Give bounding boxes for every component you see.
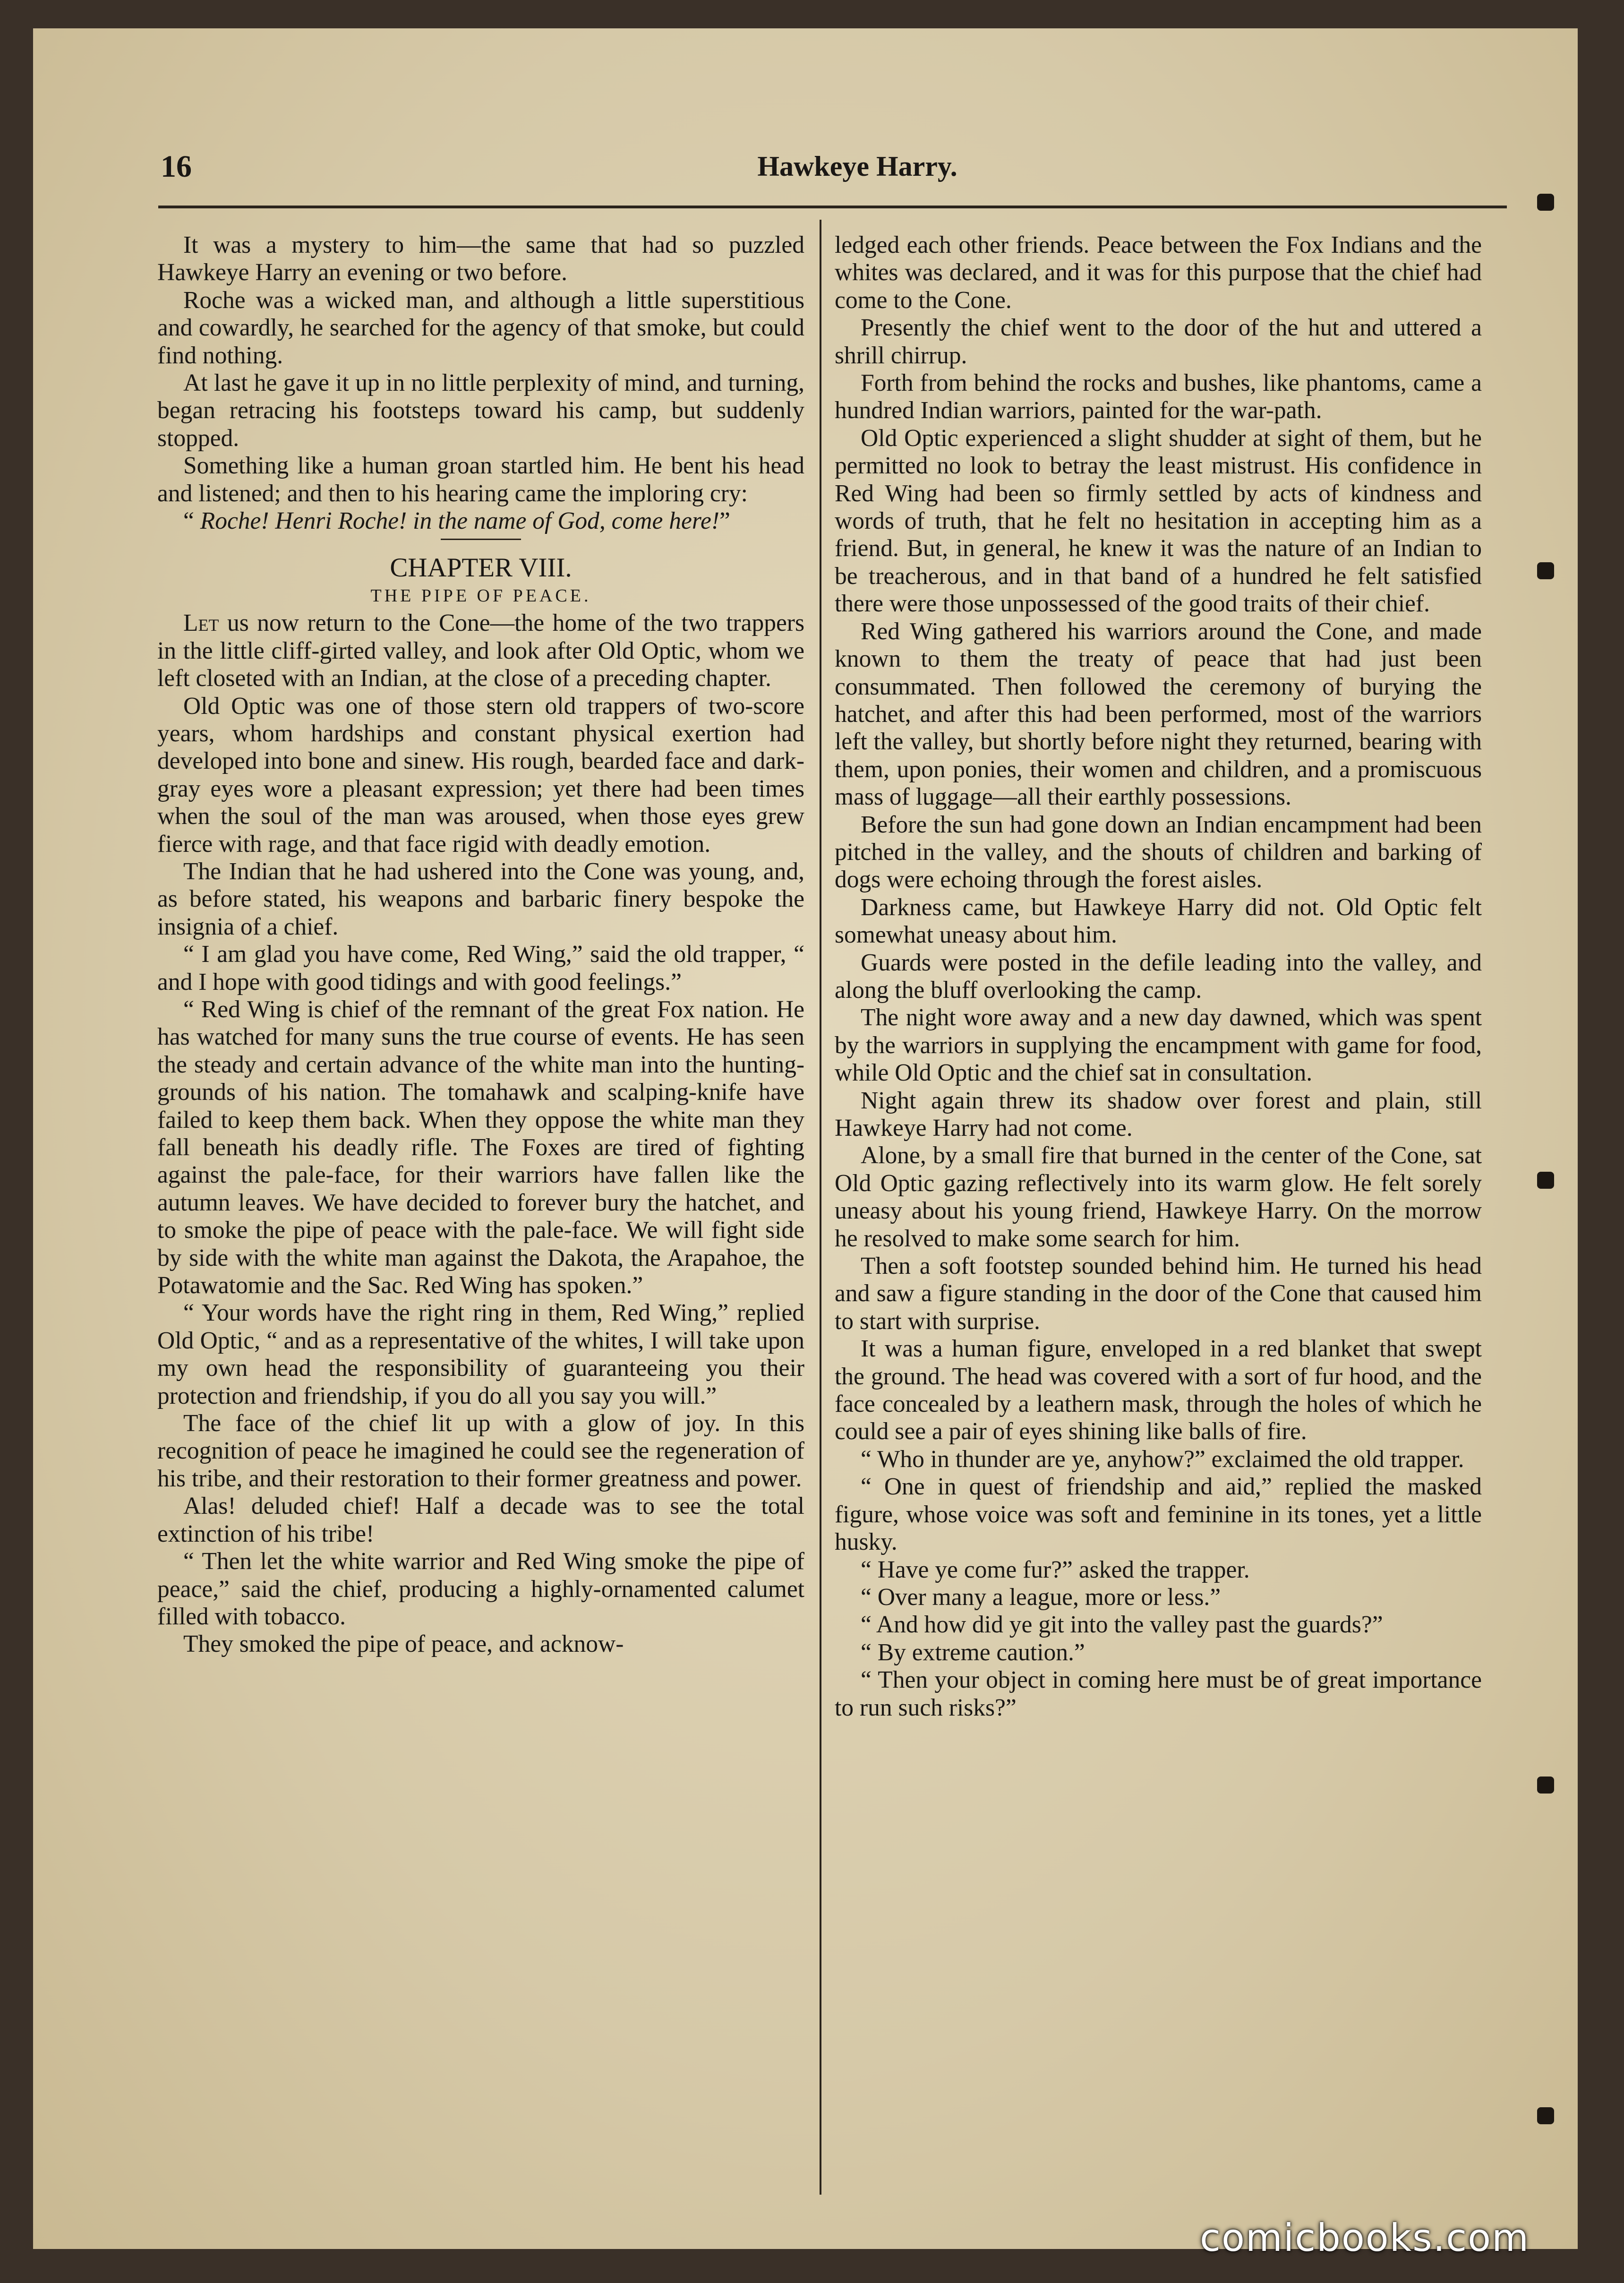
paragraph: At last he gave it up in no little perplexity of mind, and turning, began retracing his footsteps toward his camp, but suddenly stopped.	[157, 369, 804, 452]
paragraph: Night again threw its shadow over forest and plain, still Hawkeye Harry had not come.	[835, 1087, 1482, 1142]
quote-open: “	[183, 507, 200, 535]
paragraph: Alone, by a small fire that burned in the center of the Cone, sat Old Optic gazing reflectively into its warm glow. He felt sorely uneasy about his young friend, Hawkeye Harry. On the morrow he resolved to make some search for him.	[835, 1142, 1482, 1252]
paragraph: “ One in quest of friendship and aid,” replied the masked figure, whose voice was soft and feminine in its tones, yet a little husky.	[835, 1473, 1482, 1556]
paragraph: “ Over many a league, more or less.”	[861, 1583, 1221, 1611]
binding-mark	[1537, 2107, 1554, 2124]
paragraph: Something like a human groan startled him. He bent his head and listened; and then to his hearing came the imploring cry:	[157, 452, 804, 507]
binding-mark	[1537, 1777, 1554, 1794]
paragraph: “ I am glad you have come, Red Wing,” said the old trapper, “ and I hope with good tidings and with good feelings.”	[157, 941, 804, 996]
paragraph: Old Optic experienced a slight shudder at sight of them, but he permitted no look to betray the least mistrust. His confidence in Red Wing had been so firmly settled by acts of kindness and words of truth, that he felt no hesitation in accepting him as a friend. But, in general, he knew it was the nature of an Indian to be treacherous, and in that band of a hundred he felt satisfied there were those unpossessed of the good traits of their chief.	[835, 424, 1482, 618]
book-page	[33, 28, 1578, 2249]
chapter-first-text: us now return to the Cone—the home of the two trappers in the little cliff-girted valley, and look after Old Optic, whom we left closeted with an Indian, at the close of a preceding chapter.	[157, 609, 804, 692]
paragraph: Before the sun had gone down an Indian encampment had been pitched in the valley, and the shouts of children and barking of dogs were echoing through the forest aisles.	[835, 811, 1482, 893]
left-column	[157, 232, 804, 2216]
paragraph: Roche was a wicked man, and although a little superstitious and cowardly, he searched for the agency of that smoke, but could find nothing.	[157, 286, 804, 369]
quote-close: ”	[719, 507, 730, 535]
paragraph: “ And how did ye git into the valley past the guards?”	[861, 1611, 1383, 1639]
paragraph: Presently the chief went to the door of the hut and uttered a shrill chirrup.	[835, 314, 1482, 369]
paragraph: “ Your words have the right ring in them, Red Wing,” replied Old Optic, “ and as a representative of the whites, I will take upon my own head the responsibility of guaranteeing you their protection and friendship, if you do all you say you will.”	[157, 1299, 804, 1409]
binding-mark	[1537, 1172, 1554, 1189]
page-number: 16	[161, 149, 192, 184]
italic-cry	[157, 507, 804, 535]
lead-word: Let	[183, 609, 219, 637]
running-title: Hawkeye Harry.	[757, 151, 957, 182]
binding-mark	[1537, 194, 1554, 211]
italic-cry-text: Roche! Henri Roche! in the name of God, come here!	[200, 507, 719, 535]
paragraph: Alas! deluded chief! Half a decade was to see the total extinction of his tribe!	[157, 1493, 804, 1547]
paragraph: “ Red Wing is chief of the remnant of the great Fox nation. He has watched for many suns the true course of events. He has seen the steady and certain advance of the white man into the hunting-grounds of his nation. The tomahawk and scalping-knife have failed to keep them back. When they oppose the white man they fall beneath his deadly rifle. The Foxes are tired of fighting against the pale-face, for their warriors have fallen like the autumn leaves. We have decided to forever bury the hatchet, and to smoke the pipe of peace with the pale-face. We will fight side by side with the white man against the Dakota, the Arapahoe, the Potawatomie and the Sac. Red Wing has spoken.”	[157, 996, 804, 1299]
section-rule	[441, 539, 521, 540]
paragraph: The night wore away and a new day dawned, which was spent by the warriors in supplying the encampment with game for food, while Old Optic and the chief sat in consultation.	[835, 1004, 1482, 1087]
paragraph: Darkness came, but Hawkeye Harry did not. Old Optic felt somewhat uneasy about him.	[835, 893, 1482, 949]
paragraph: The Indian that he had ushered into the Cone was young, and, as before stated, his weapons and barbaric finery bespoke the insignia of a chief.	[157, 858, 804, 940]
paragraph: The face of the chief lit up with a glow of joy. In this recognition of peace he imagined he could see the regeneration of his tribe, and their restoration to their former greatness and power.	[157, 1410, 804, 1492]
paragraph: “ By extreme caution.”	[861, 1639, 1085, 1666]
column-divider	[820, 220, 821, 2195]
paragraph: Old Optic was one of those stern old trappers of two-score years, whom hardships and constant physical exertion had developed into bone and sinew. His rough, bearded face and dark-gray eyes wore a pleasant expression; yet there had been times when the soul of the man was aroused, when those eyes grew fierce with rage, and that face rigid with deadly emotion.	[157, 692, 804, 858]
paragraph: “ Then let the white warrior and Red Wing smoke the pipe of peace,” said the chief, producing a highly-ornamented calumet filled with tobacco.	[157, 1548, 804, 1630]
paragraph: Forth from behind the rocks and bushes, like phantoms, came a hundred Indian warriors, painted for the war-path.	[835, 369, 1482, 424]
right-column	[835, 232, 1482, 2216]
binding-mark	[1537, 562, 1554, 579]
paragraph: Then a soft footstep sounded behind him. He turned his head and saw a figure standing in the door of the Cone that caused him to start with surprise.	[835, 1253, 1482, 1335]
continued-paragraph: ledged each other friends. Peace between the Fox Indians and the whites was declared, and it was for this purpose that the chief had come to the Cone.	[835, 232, 1482, 314]
paragraph: “ Who in thunder are ye, anyhow?” exclaimed the old trapper.	[861, 1445, 1464, 1473]
paragraph: Guards were posted in the defile leading into the valley, and along the bluff overlooking the camp.	[835, 949, 1482, 1004]
paragraph: Red Wing gathered his warriors around the Cone, and made known to them the treaty of peace that had just been consummated. Then followed the ceremony of burying the hatchet, and after this had been performed, most of the warriors left the valley, but shortly before night they returned, bearing with them, upon ponies, their women and children, and a promiscuous mass of luggage—all their earthly possessions.	[835, 618, 1482, 811]
paragraph: “ Have ye come fur?” asked the trapper.	[861, 1556, 1250, 1583]
watermark: comicbooks.com	[1200, 2216, 1530, 2260]
chapter-heading: CHAPTER VIII.	[390, 553, 572, 583]
paragraph: It was a mystery to him—the same that had so puzzled Hawkeye Harry an evening or two before.	[157, 232, 804, 286]
header-rule	[158, 206, 1507, 208]
paragraph: It was a human figure, enveloped in a red blanket that swept the ground. The head was covered with a sort of fur hood, and the face concealed by a leathern mask, through the holes of which he could see a pair of eyes shining like balls of fire.	[835, 1335, 1482, 1445]
chapter-subtitle: THE PIPE OF PEACE.	[370, 585, 591, 606]
chapter-first-paragraph	[157, 609, 804, 692]
paragraph: They smoked the pipe of peace, and acknow-	[183, 1631, 624, 1658]
paragraph: “ Then your object in coming here must be of great importance to run such risks?”	[835, 1666, 1482, 1721]
